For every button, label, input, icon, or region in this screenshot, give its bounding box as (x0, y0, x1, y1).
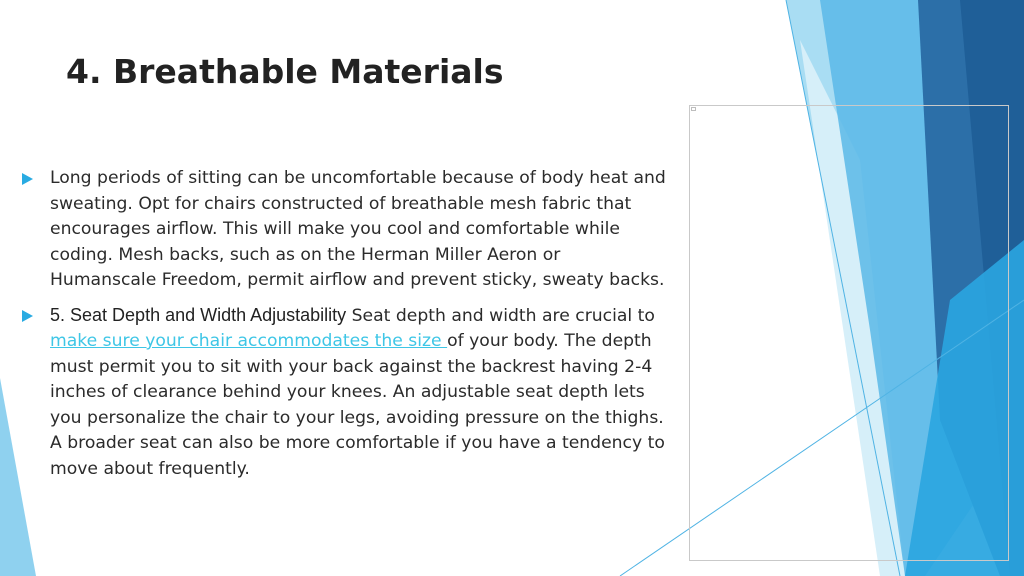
triangle-bullet-icon (22, 173, 33, 185)
bullet-text-after-link: of your body. The depth must permit you to sit with your back against the backrest having 2-4 inches of clearance behind your knees. An adjustable seat depth lets you personalize the chair to your legs, avoiding pressure on the thighs. A broader seat can also be more comfortable if you have a tendency to move about frequently. (50, 331, 665, 479)
triangle-bullet-icon (22, 310, 33, 322)
bullet-item-breathable (22, 166, 667, 294)
slide-title: 4. Breathable Materials (66, 52, 504, 91)
bullet-heading: 5. Seat Depth and Width Adjustability (50, 304, 347, 325)
bullet-list (22, 166, 667, 491)
bullet-text-before-link: Seat depth and width are crucial to (346, 305, 655, 326)
image-placeholder (689, 105, 1009, 561)
bullet-item-seat-depth (22, 303, 667, 483)
chair-size-link[interactable]: make sure your chair accommodates the size (50, 331, 448, 351)
broken-image-icon (691, 107, 696, 111)
bullet-text: Long periods of sitting can be uncomfortable because of body heat and sweating. Opt for chairs constructed of breathable mesh fabric that encourages airflow. This will make you cool and comfortable while coding. Mesh backs, such as on the Herman Miller Aeron or Humanscale Freedom, permit airflow and prevent sticky, sweaty backs. (50, 168, 666, 290)
